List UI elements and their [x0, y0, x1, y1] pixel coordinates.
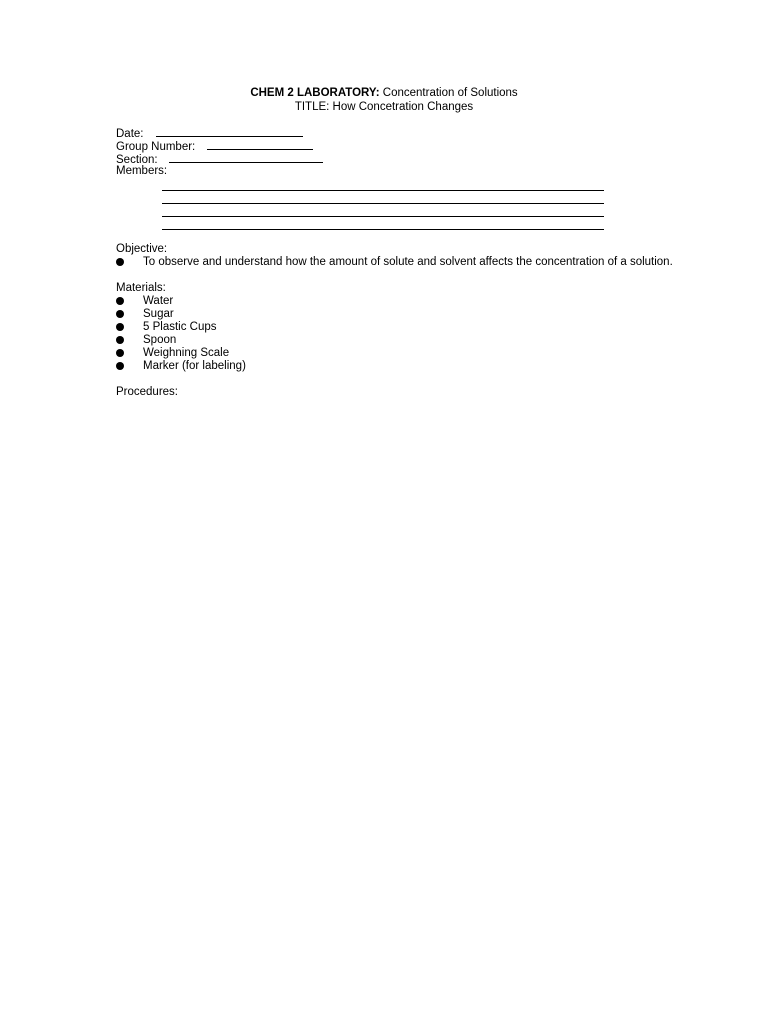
members-row: [116, 165, 676, 178]
materials-section: [116, 282, 716, 373]
material-text: 5 Plastic Cups: [143, 321, 217, 333]
section-label: Section:: [116, 154, 158, 166]
bullet-icon: [116, 323, 124, 331]
bullet-icon: [116, 349, 124, 357]
bullet-icon: [116, 258, 124, 266]
section-row: [116, 152, 676, 165]
list-item: [116, 295, 716, 308]
material-text: Weighning Scale: [143, 347, 230, 359]
members-blank-lines: [162, 178, 604, 230]
list-item: [116, 347, 716, 360]
bullet-icon: [116, 362, 124, 370]
group-number-label: Group Number:: [116, 141, 196, 153]
document-header: [0, 86, 768, 114]
section-blank-line: [169, 152, 323, 163]
material-text: Marker (for labeling): [143, 360, 246, 372]
bullet-icon: [116, 297, 124, 305]
date-blank-line: [156, 126, 303, 137]
bullet-icon: [116, 336, 124, 344]
material-text: Water: [143, 295, 174, 307]
list-item: [116, 256, 716, 269]
list-item: [116, 308, 716, 321]
member-blank-line: [162, 217, 604, 230]
objective-label: Objective:: [116, 243, 168, 255]
material-text: Spoon: [143, 334, 177, 346]
list-item: [116, 360, 716, 373]
title-rest: Concentration of Solutions: [382, 87, 518, 99]
bullet-icon: [116, 310, 124, 318]
list-item: [116, 321, 716, 334]
member-blank-line: [162, 204, 604, 217]
objective-section: [116, 243, 716, 269]
document-subtitle: TITLE: How Concetration Changes: [294, 101, 474, 113]
group-number-blank-line: [207, 139, 313, 150]
procedures-section: [116, 386, 716, 399]
list-item: [116, 334, 716, 347]
material-text: Sugar: [143, 308, 174, 320]
info-fields: [116, 126, 676, 178]
procedures-label: Procedures:: [116, 386, 179, 398]
group-number-row: [116, 139, 676, 152]
member-blank-line: [162, 178, 604, 191]
title-bold: CHEM 2 LABORATORY:: [250, 87, 380, 99]
member-blank-line: [162, 191, 604, 204]
materials-label: Materials:: [116, 282, 166, 294]
document-title: [0, 86, 768, 100]
members-label: Members:: [116, 165, 168, 177]
date-label: Date:: [116, 128, 144, 140]
date-row: [116, 126, 676, 139]
objective-text: To observe and understand how the amount of solute and solvent affects the concentration of a solution.: [143, 256, 673, 268]
